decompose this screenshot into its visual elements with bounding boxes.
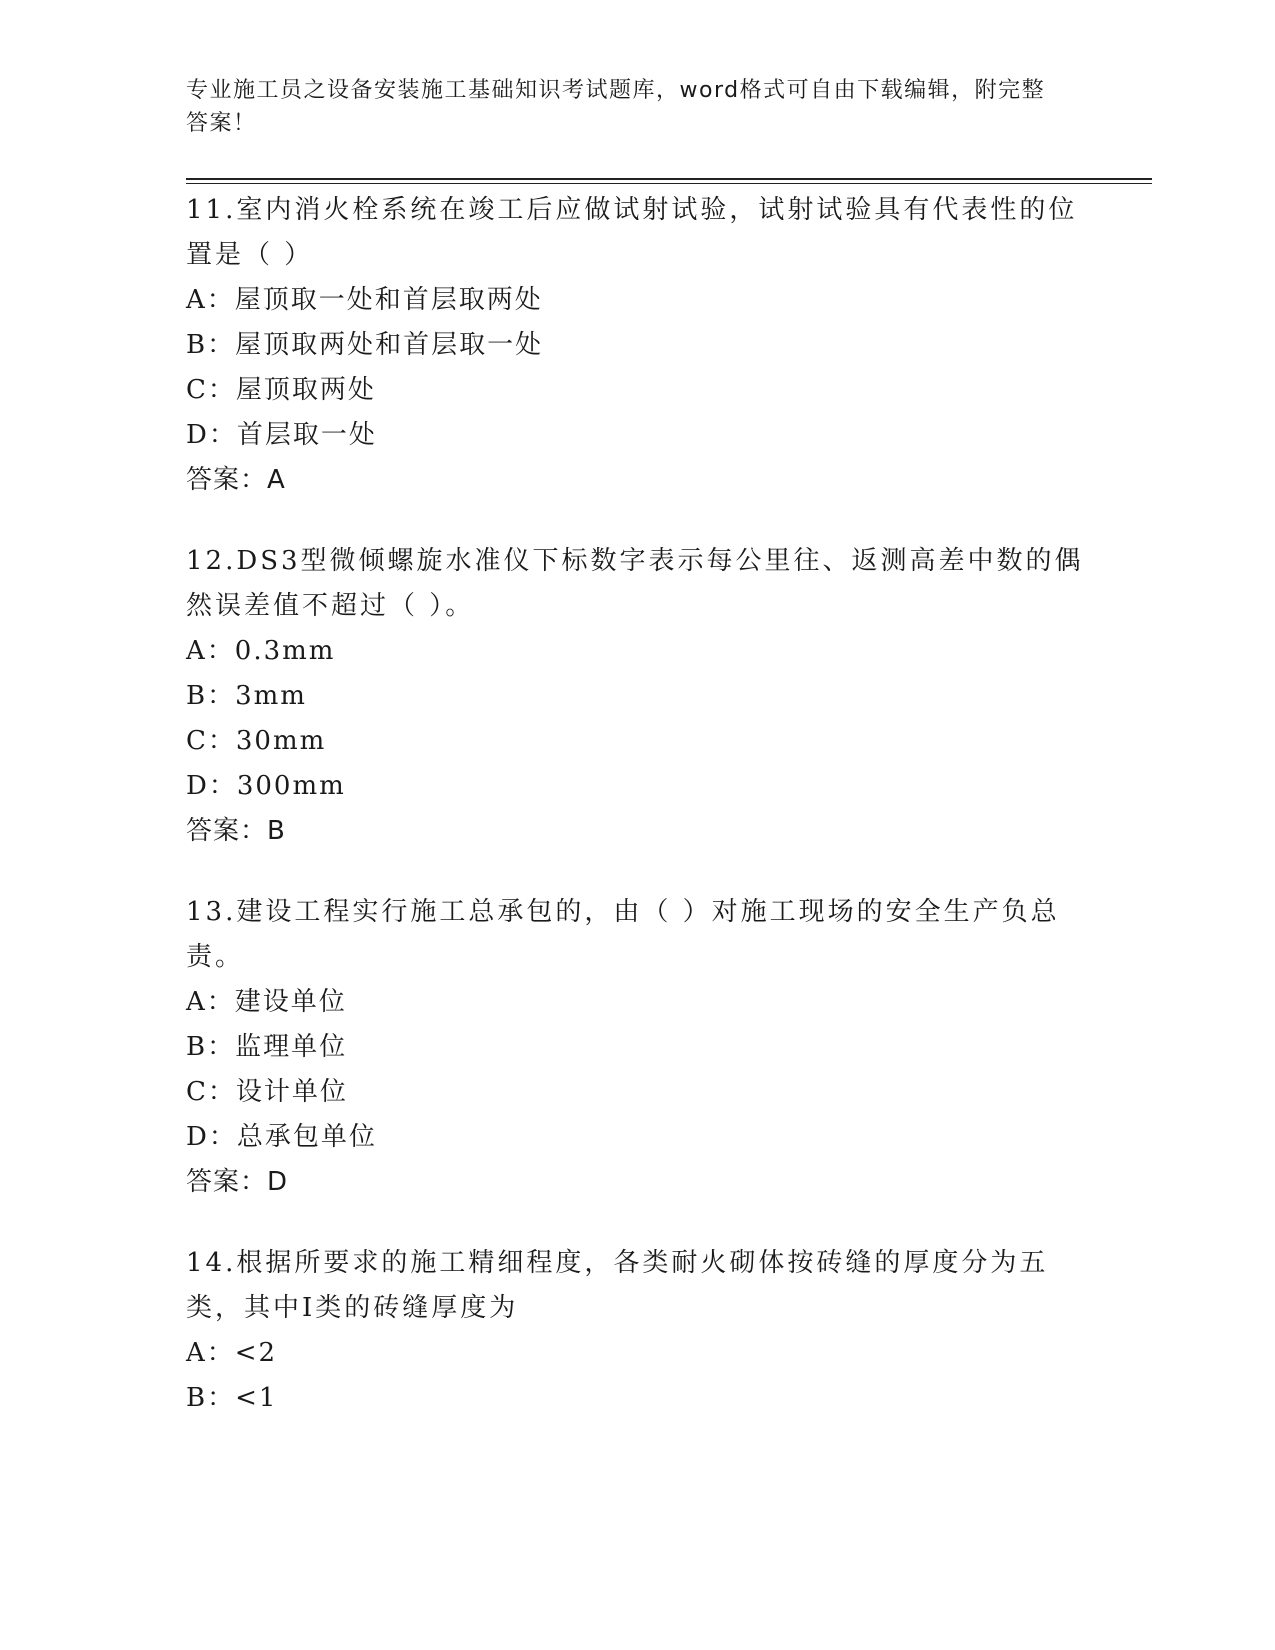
option-a: A：建设单位 bbox=[186, 987, 347, 1017]
option-b: B：屋顶取两处和首层取一处 bbox=[186, 330, 544, 360]
answer-label: 答案： bbox=[186, 465, 268, 495]
header-divider-thin bbox=[186, 183, 1152, 184]
option-d: D：300mm bbox=[186, 771, 346, 801]
answer-value: D bbox=[267, 1167, 289, 1197]
option-c: C：设计单位 bbox=[186, 1077, 348, 1107]
option-d: D：总承包单位 bbox=[186, 1122, 377, 1152]
question-11 bbox=[186, 188, 1086, 503]
option-a: A：0.3mm bbox=[186, 636, 336, 666]
option-c: C：30mm bbox=[186, 726, 327, 756]
question-14 bbox=[186, 1241, 1086, 1421]
answer-line bbox=[186, 1160, 1086, 1205]
question-13 bbox=[186, 890, 1086, 1205]
question-text: 12.DS3型微倾螺旋水准仪下标数字表示每公里往、返测高差中数的偶然误差值不超过（ ）。 bbox=[186, 546, 1084, 621]
answer-value: B bbox=[267, 816, 286, 846]
option-c: C：屋顶取两处 bbox=[186, 375, 376, 405]
question-text: 14.根据所要求的施工精细程度，各类耐火砌体按砖缝的厚度分为五类，其中Ⅰ类的砖缝厚度为 bbox=[186, 1248, 1049, 1323]
question-list bbox=[186, 188, 1086, 1457]
option-b: B：监理单位 bbox=[186, 1032, 348, 1062]
option-a: A：屋顶取一处和首层取两处 bbox=[186, 285, 543, 315]
answer-line bbox=[186, 458, 1086, 503]
question-text: 13.建设工程实行施工总承包的，由（ ）对施工现场的安全生产负总责。 bbox=[186, 897, 1060, 972]
option-a: A：<2 bbox=[186, 1338, 278, 1368]
document-header: 专业施工员之设备安装施工基础知识考试题库，word格式可自由下载编辑，附完整答案！ bbox=[186, 78, 1046, 136]
question-text: 11.室内消火栓系统在竣工后应做试射试验，试射试验具有代表性的位置是（ ） bbox=[186, 195, 1078, 270]
answer-label: 答案： bbox=[186, 1167, 268, 1197]
answer-line bbox=[186, 809, 1086, 854]
header-divider-thick bbox=[186, 178, 1152, 180]
question-12 bbox=[186, 539, 1086, 854]
answer-label: 答案： bbox=[186, 816, 268, 846]
option-d: D：首层取一处 bbox=[186, 420, 377, 450]
answer-value: A bbox=[267, 465, 286, 495]
option-b: B：<1 bbox=[186, 1383, 278, 1413]
option-b: B：3mm bbox=[186, 681, 307, 711]
